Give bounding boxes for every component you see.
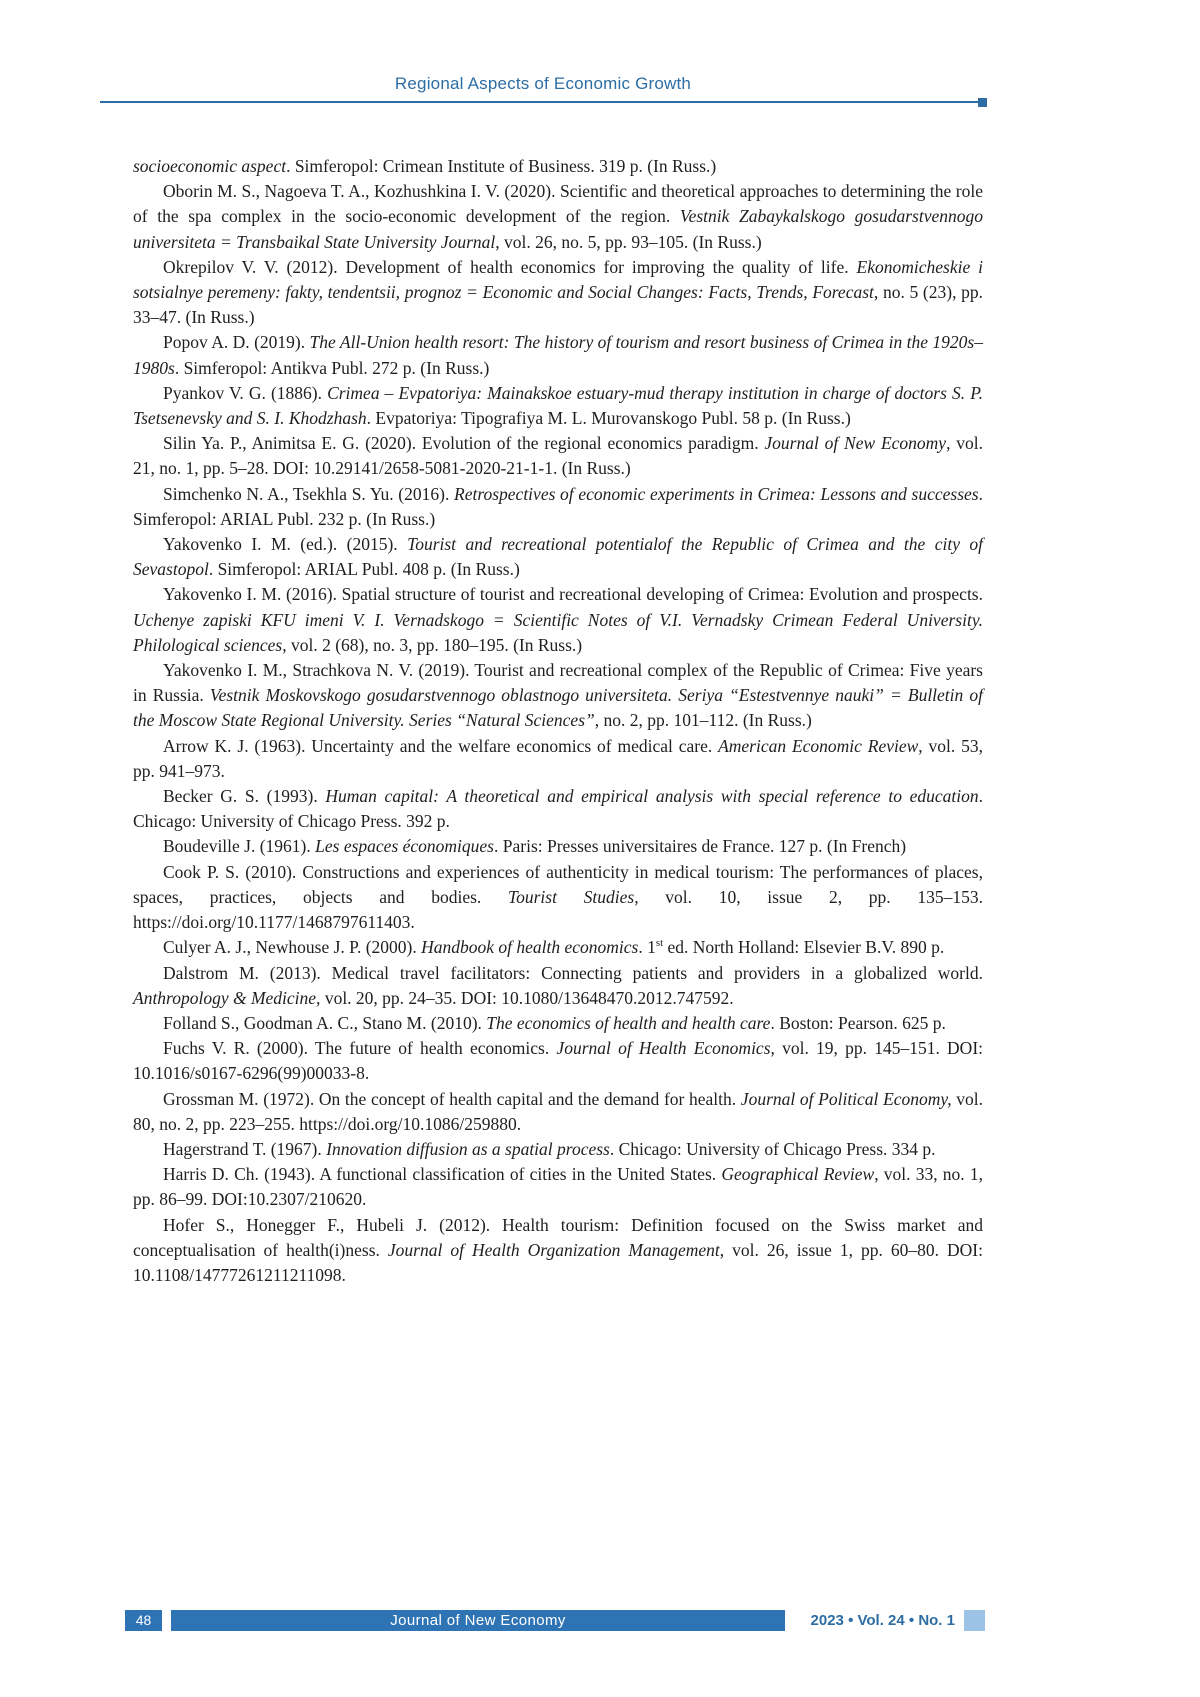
reference-segment: Pyankov V. G. (1886). bbox=[163, 382, 328, 403]
reference-segment: The All-Union health resort: The history of tourism and resort business of Crimea in the 1920s–1980s bbox=[133, 332, 983, 378]
reference-segment: . Simferopol: Crimean Institute of Business. 319 p. (In Russ.) bbox=[286, 156, 717, 176]
reference-segment: Les espaces économiques bbox=[315, 836, 494, 857]
reference-segment: Geographical Review bbox=[721, 1164, 875, 1185]
reference-segment: Culyer A. J., Newhouse J. P. (2000). bbox=[163, 937, 422, 958]
reference-segment: Journal of New Economy bbox=[764, 433, 947, 454]
reference-segment: . Boston: Pearson. 625 p. bbox=[770, 1012, 946, 1033]
reference-segment: vol. 2 (68), no. 3, pp. 180–195. (In Russ.) bbox=[286, 634, 583, 655]
reference-segment: Vestnik Moskovskogo gosudarstvennogo oblastnogo universiteta. Seriya “Estestvennye nauki” = Bulletin of the Moscow State Regional University. Series “Natural Sciences” bbox=[133, 685, 983, 731]
reference-segment: , vol. 26, issue 1, pp. 60–80. DOI: 10.1108/14777261211211098. bbox=[133, 1239, 983, 1285]
reference-item bbox=[133, 154, 983, 179]
reference-segment: Okrepilov V. V. (2012). Development of health economics for improving the quality of life. bbox=[163, 256, 857, 277]
reference-item bbox=[133, 532, 983, 582]
page-footer bbox=[125, 1610, 985, 1631]
reference-item bbox=[133, 961, 983, 1011]
reference-segment: Vestnik Zabaykalskogo gosudarstvennogo universiteta = Transbaikal State University Journal bbox=[133, 206, 983, 252]
reference-segment: Retrospectives of economic experiments in Crimea: Lessons and successes bbox=[454, 483, 979, 504]
reference-segment: Yakovenko I. M. (ed.). (2015). bbox=[163, 534, 408, 555]
reference-segment: . Simferopol: Antikva Publ. 272 p. (In Russ.) bbox=[174, 357, 490, 378]
reference-item bbox=[133, 935, 983, 960]
reference-segment: . Evpatoriya: Tipografiya M. L. Murovanskogo Publ. 58 p. (In Russ.) bbox=[366, 408, 851, 429]
reference-segment: . Simferopol: ARIAL Publ. 408 p. (In Russ.) bbox=[208, 559, 520, 580]
reference-segment: , no. 2, pp. 101–112. (In Russ.) bbox=[594, 710, 812, 731]
reference-segment: Becker G. S. (1993). bbox=[163, 786, 326, 807]
reference-segment: Journal of Political Economy, bbox=[740, 1088, 952, 1109]
reference-item bbox=[133, 1137, 983, 1162]
reference-segment: Dalstrom M. (2013). Medical travel facilitators: Connecting patients and providers in a globalized world. bbox=[163, 962, 983, 983]
reference-segment: Cook P. S. (2010). Constructions and experiences of authenticity in medical tourism: The performances of places, spaces, practices, objects and bodies. bbox=[133, 861, 983, 907]
header-rule-end-square bbox=[978, 98, 987, 107]
reference-segment: . Chicago: University of Chicago Press. 392 p. bbox=[133, 786, 983, 832]
reference-segment: . Paris: Presses universitaires de France. 127 p. (In French) bbox=[494, 836, 907, 857]
reference-segment: Uchenye zapiski KFU imeni V. I. Vernadskogo = Scientific Notes of V.I. Vernadsky Crimean Federal University. Philological sciences, bbox=[133, 609, 983, 655]
reference-item bbox=[133, 1087, 983, 1137]
reference-segment: vol. 20, pp. 24–35. DOI: 10.1080/13648470.2012.747592. bbox=[320, 987, 734, 1008]
reference-item bbox=[133, 1162, 983, 1212]
reference-item bbox=[133, 860, 983, 936]
footer-accent-square bbox=[964, 1610, 985, 1631]
reference-segment: Yakovenko I. M. (2016). Spatial structure of tourist and recreational developing of Crimea: Evolution and prospects. bbox=[163, 584, 983, 605]
reference-segment: , vol. 33, no. 1, pp. 86–99. DOI:10.2307/210620. bbox=[133, 1164, 983, 1210]
reference-item bbox=[133, 255, 983, 331]
reference-segment: Hagerstrand T. (1967). bbox=[163, 1138, 327, 1159]
reference-segment: st bbox=[655, 937, 664, 950]
reference-segment: ed. North Holland: Elsevier B.V. 890 p. bbox=[663, 937, 945, 958]
reference-segment: vol. 80, no. 2, pp. 223–255. https://doi.org/10.1086/259880. bbox=[133, 1088, 983, 1134]
reference-segment: Tourist Studies, bbox=[507, 886, 639, 907]
reference-segment: , no. 5 (23), pp. 33–47. (In Russ.) bbox=[133, 282, 983, 328]
reference-segment: . 1 bbox=[638, 937, 656, 958]
reference-segment: Ekonomicheskie i sotsialnye peremeny: fakty, tendentsii, prognoz = Economic and Social Changes: Facts, Trends, Forecast bbox=[133, 256, 983, 303]
reference-segment: Yakovenko I. M., Strachkova N. V. (2019). Tourist and recreational complex of the Republic of Crimea: Five years in Russia. bbox=[133, 660, 983, 706]
reference-segment: vol. 10, issue 2, pp. 135–153. https://doi.org/10.1177/1468797611403. bbox=[133, 886, 983, 933]
reference-item bbox=[133, 1011, 983, 1036]
reference-segment: Fuchs V. R. (2000). The future of health economics. bbox=[163, 1038, 557, 1059]
reference-segment: Harris D. Ch. (1943). A functional classification of cities in the United States. bbox=[163, 1164, 722, 1185]
reference-item bbox=[133, 179, 983, 255]
reference-segment: Boudeville J. (1961). bbox=[163, 836, 316, 857]
header-rule bbox=[100, 101, 986, 103]
reference-segment: . Simferopol: ARIAL Publ. 232 p. (In Russ.) bbox=[133, 483, 983, 529]
page-number: 48 bbox=[125, 1610, 162, 1631]
reference-segment: , vol. 53, pp. 941–973. bbox=[133, 735, 983, 781]
reference-segment: Journal of Health Economics bbox=[556, 1038, 771, 1059]
reference-segment: Arrow K. J. (1963). Uncertainty and the welfare economics of medical care. bbox=[163, 735, 719, 756]
reference-segment: Silin Ya. P., Animitsa E. G. (2020). Evolution of the regional economics paradigm. bbox=[163, 433, 765, 454]
reference-segment: Journal of Health Organization Management bbox=[387, 1239, 720, 1260]
reference-segment: , vol. 21, no. 1, pp. 5–28. DOI: 10.29141/2658-5081-2020-21-1-1. (In Russ.) bbox=[133, 433, 983, 479]
reference-segment: Anthropology & Medicine, bbox=[133, 987, 321, 1008]
reference-item bbox=[133, 834, 983, 859]
reference-item bbox=[133, 431, 983, 481]
reference-item bbox=[133, 482, 983, 532]
reference-item bbox=[133, 784, 983, 834]
reference-segment: Tourist and recreational potentialof the Republic of Crimea and the city of Sevastopol bbox=[133, 534, 984, 580]
reference-segment: Popov A. D. (2019). bbox=[163, 332, 310, 353]
reference-segment: , vol. 26, no. 5, pp. 93–105. (In Russ.) bbox=[495, 231, 762, 252]
reference-item bbox=[133, 381, 983, 431]
reference-item bbox=[133, 734, 983, 784]
reference-item bbox=[133, 1213, 983, 1289]
reference-item bbox=[133, 1036, 983, 1086]
reference-segment: The economics of health and health care bbox=[486, 1012, 771, 1033]
reference-segment: , vol. 19, pp. 145–151. DOI: 10.1016/s0167-6296(99)00033-8. bbox=[133, 1038, 984, 1084]
reference-segment: Hofer S., Honegger F., Hubeli J. (2012). Health tourism: Definition focused on the Swiss market and conceptualisation of health(i)ness. bbox=[133, 1214, 983, 1260]
reference-segment: . Chicago: University of Chicago Press. 334 p. bbox=[609, 1138, 936, 1159]
journal-name: Journal of New Economy bbox=[390, 1612, 566, 1629]
reference-segment: Folland S., Goodman A. C., Stano M. (2010). bbox=[163, 1012, 487, 1033]
running-title: Regional Aspects of Economic Growth bbox=[394, 74, 692, 93]
references-list bbox=[133, 154, 983, 1288]
reference-segment: Innovation diffusion as a spatial process bbox=[326, 1138, 610, 1159]
reference-segment: Human capital: A theoretical and empirical analysis with special reference to education bbox=[325, 786, 979, 807]
issue-info: 2023 • Vol. 24 • No. 1 bbox=[810, 1612, 955, 1629]
reference-segment: Simchenko N. A., Tsekhla S. Yu. (2016). bbox=[163, 483, 454, 504]
reference-item bbox=[133, 330, 983, 380]
reference-segment: Crimea – Evpatoriya: Mainakskoe estuary-mud therapy institution in charge of doctors S. P. Tsetsenevsky and S. I. Khodzhash bbox=[133, 382, 984, 429]
reference-segment: Handbook of health economics bbox=[421, 937, 639, 958]
reference-segment: socioeconomic aspect bbox=[133, 156, 287, 176]
journal-name-bar bbox=[171, 1610, 785, 1631]
reference-segment: American Economic Review bbox=[718, 735, 919, 756]
reference-item bbox=[133, 582, 983, 658]
reference-item bbox=[133, 658, 983, 734]
reference-segment: Grossman M. (1972). On the concept of health capital and the demand for health. bbox=[163, 1088, 741, 1109]
reference-segment: Oborin M. S., Nagoeva T. A., Kozhushkina I. V. (2020). Scientific and theoretical approaches to determining the role of the spa complex in the socio-economic development of the region. bbox=[133, 181, 983, 227]
